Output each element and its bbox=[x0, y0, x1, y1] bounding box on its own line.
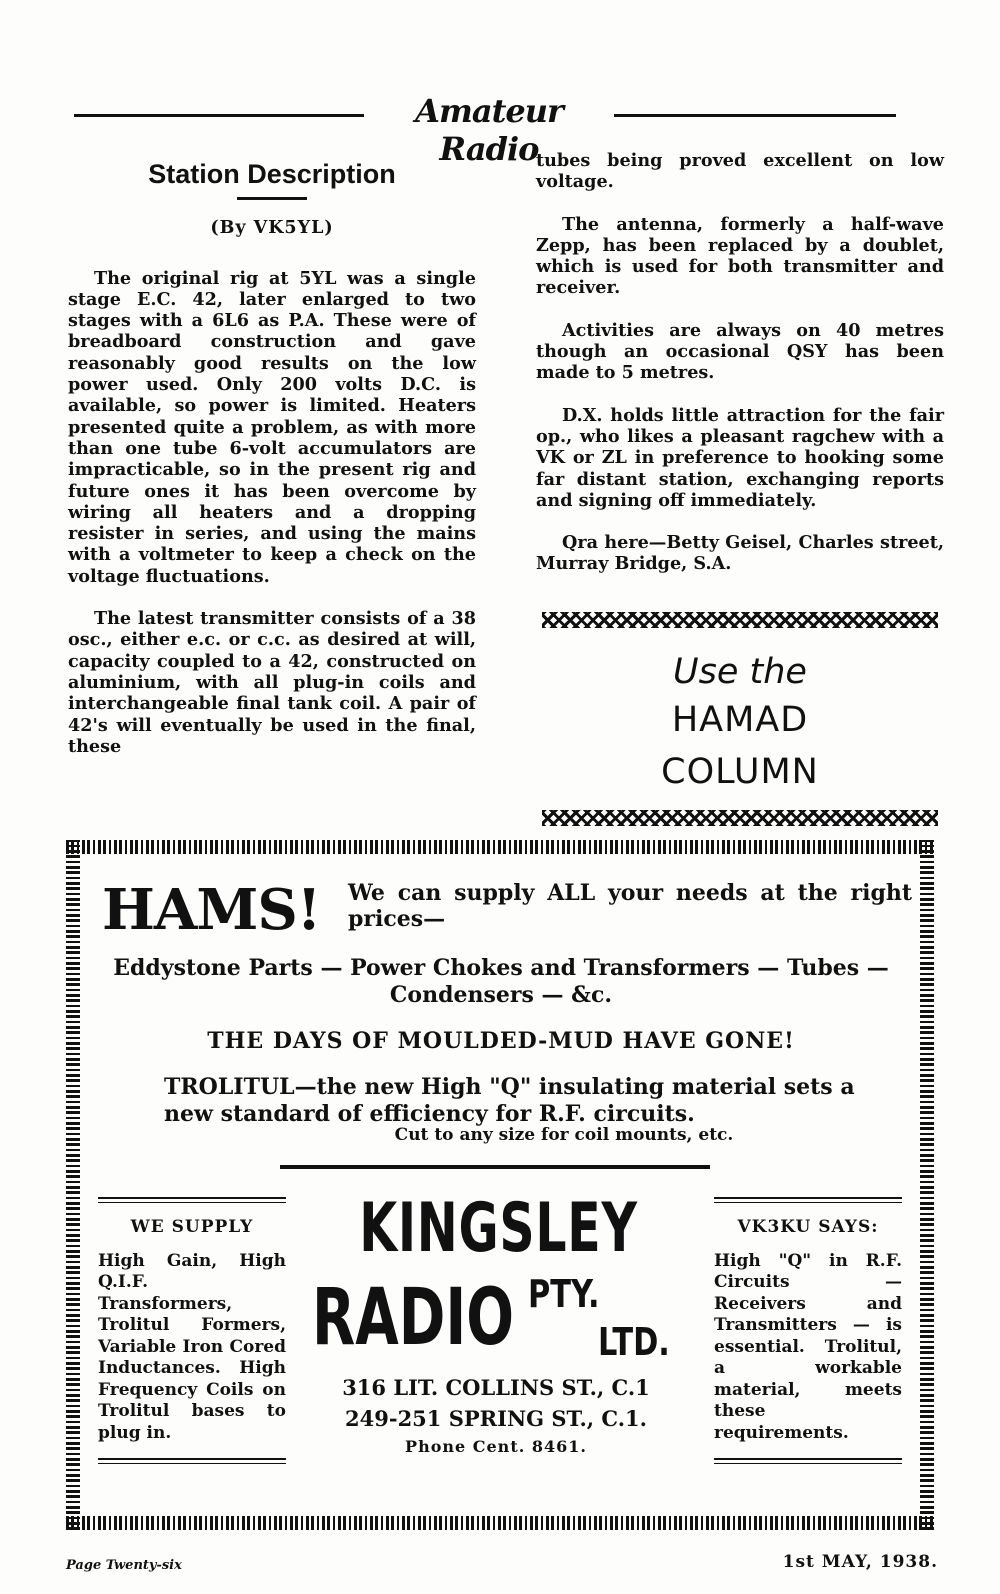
company-block bbox=[306, 1188, 686, 1462]
article-paragraph: D.X. holds little attraction for the fair op., who likes a pleasant ragchew with a VK or ZL in preference to hooking some far distant station, exchanging reports and signing off immediately. bbox=[536, 404, 944, 511]
parts-list: Eddystone Parts — Power Chokes and Transformers — Tubes — Condensers — &c. bbox=[113, 955, 889, 1008]
issue-date: 1st MAY, 1938. bbox=[782, 1552, 938, 1572]
hamad-line-1: Use the bbox=[673, 652, 807, 692]
title-rule bbox=[237, 197, 307, 200]
double-rule bbox=[714, 1197, 902, 1203]
trolitul-text: TROLITUL—the new High "Q" insulating material sets a new standard of efficiency for R.F. circuits. bbox=[164, 1074, 855, 1127]
ad-border-bottom bbox=[66, 1516, 934, 1530]
masthead-rule-left bbox=[74, 114, 364, 117]
article-paragraph-continued: tubes being proved excellent on low voltage. bbox=[536, 150, 944, 193]
company-name-line-1: KINGSLEY bbox=[359, 1189, 638, 1268]
company-address-1: 316 LIT. COLLINS ST., C.1 bbox=[342, 1375, 650, 1400]
article-right-column bbox=[536, 150, 944, 596]
article-title: Station Description bbox=[148, 159, 396, 189]
company-address-2: 249-251 SPRING ST., C.1. bbox=[345, 1406, 647, 1431]
company-pty: PTY. bbox=[528, 1272, 600, 1316]
article-paragraph: The original rig at 5YL was a single stage E.C. 42, later enlarged to two stages with a 6L6 as P.A. These were of breadboard construction and gave reasonably good results on the low power used. Only 200 volts D.C. is available, so power is limited. Heaters presented quite a problem, as with more than one tube 6-volt accumulators are impracticable, so in the present rig and future ones it has been overcome by wiring all heaters and a dropping resister in series, and using the mains with a voltmeter to keep a check on the voltage fluctuations. bbox=[68, 267, 476, 587]
company-name-line-2: RADIO bbox=[312, 1273, 514, 1363]
we-supply-heading: WE SUPPLY bbox=[130, 1217, 254, 1237]
masthead-rule-right bbox=[614, 114, 896, 117]
ad-border-left bbox=[66, 840, 80, 1530]
hams-headline: HAMS! bbox=[102, 877, 321, 943]
masthead-title: Amateur Radio bbox=[415, 92, 563, 168]
hams-headline-row bbox=[102, 878, 912, 948]
double-rule bbox=[98, 1458, 286, 1464]
company-ltd: LTD. bbox=[598, 1320, 670, 1364]
hamad-line-2: HAMAD bbox=[671, 700, 809, 740]
article-paragraph: The latest transmitter consists of a 38 osc., either e.c. or c.c. as desired at will, capacity coupled to a 42, constructed on aluminium, with all plug-in coils and interchangeable final tank coil. A pair of 42's will eventually be used in the final, these bbox=[68, 608, 476, 757]
hamad-notice bbox=[536, 612, 944, 826]
double-rule bbox=[98, 1197, 286, 1203]
article-paragraph: The antenna, formerly a half-wave Zepp, has been replaced by a doublet, which is used for both transmitter and receiver. bbox=[536, 213, 944, 299]
article-address: Qra here—Betty Geisel, Charles street, Murray Bridge, S.A. bbox=[536, 532, 944, 575]
masthead bbox=[74, 92, 896, 168]
ad-border-top bbox=[66, 840, 934, 854]
double-rule bbox=[714, 1458, 902, 1464]
company-phone: Phone Cent. 8461. bbox=[405, 1437, 587, 1456]
vk3ku-text: High "Q" in R.F. Circuits — Receivers and Transmitters — is essential. Trolitul, a workable material, meets these requirements. bbox=[714, 1250, 902, 1443]
vk3ku-heading: VK3KU SAYS: bbox=[737, 1217, 879, 1237]
zigzag-border-bottom bbox=[542, 810, 938, 826]
hams-tagline: We can supply ALL your needs at the right prices— bbox=[348, 880, 912, 932]
kingsley-advert bbox=[66, 840, 934, 1530]
page-number: Page Twenty-six bbox=[66, 1558, 182, 1573]
ad-border-right bbox=[920, 840, 934, 1530]
we-supply-text: High Gain, High Q.I.F. Transformers, Trolitul Formers, Variable Iron Cored Inductances. High Frequency Coils on Trolitul bases to plug in. bbox=[98, 1250, 286, 1443]
zigzag-border-top bbox=[542, 612, 938, 628]
we-supply-box bbox=[98, 1197, 286, 1464]
article-byline: (By VK5YL) bbox=[210, 218, 334, 239]
article-paragraph: Activities are always on 40 metres though an occasional QSY has been made to 5 metres. bbox=[536, 319, 944, 384]
vk3ku-box bbox=[714, 1197, 902, 1464]
company-name-row bbox=[306, 1270, 686, 1370]
cut-to-size-text: Cut to any size for coil mounts, etc. bbox=[394, 1125, 734, 1145]
hamad-line-3: COLUMN bbox=[661, 752, 819, 792]
article-left-column bbox=[68, 160, 476, 778]
moulded-mud-slogan: THE DAYS OF MOULDED-MUD HAVE GONE! bbox=[207, 1028, 795, 1054]
ad-divider bbox=[280, 1165, 710, 1169]
